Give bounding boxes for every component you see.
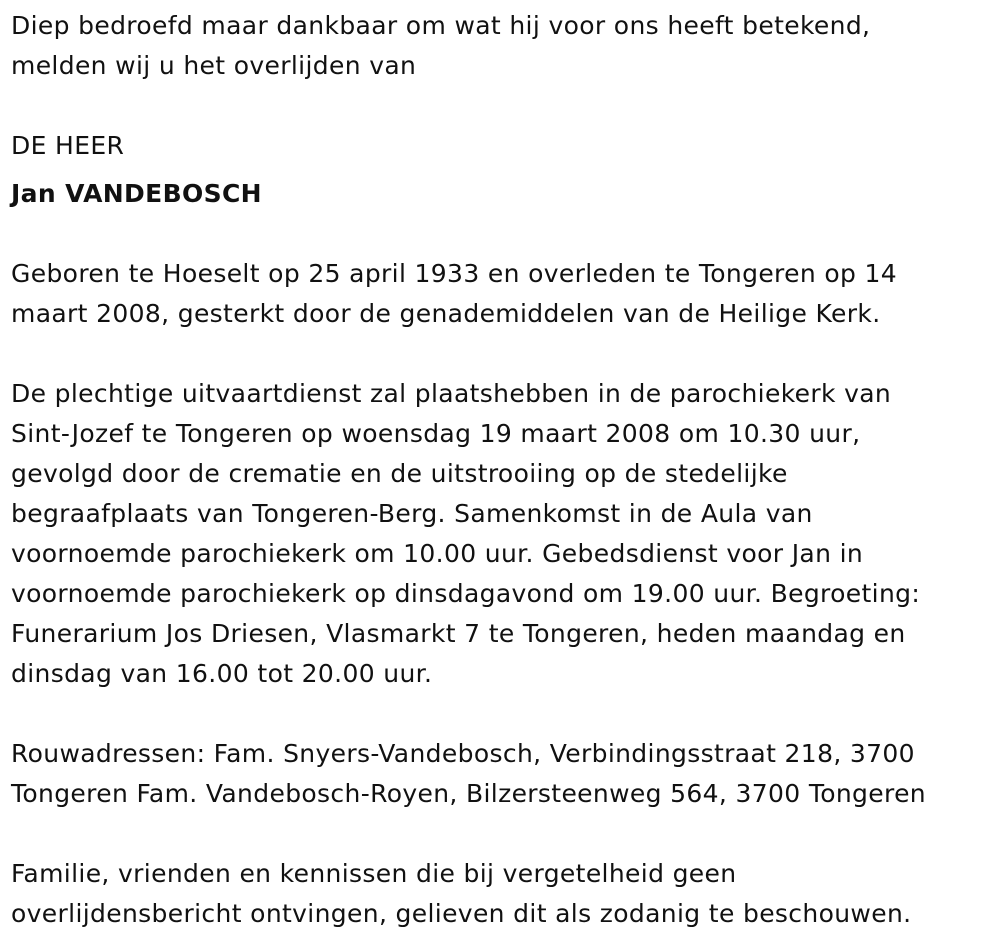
birth-death-line: maart 2008, gesterkt door de genademiddelen van de Heilige Kerk. <box>11 299 881 328</box>
deceased-name: Jan VANDEBOSCH <box>11 179 262 208</box>
address-line: Tongeren Fam. Vandebosch-Royen, Bilzersteenweg 564, 3700 Tongeren <box>11 779 926 808</box>
funeral-line: Funerarium Jos Driesen, Vlasmarkt 7 te Tongeren, heden maandag en <box>11 619 906 648</box>
funeral-line: Sint-Jozef te Tongeren op woensdag 19 maart 2008 om 10.30 uur, <box>11 419 861 448</box>
funeral-line: De plechtige uitvaartdienst zal plaatshebben in de parochiekerk van <box>11 379 892 408</box>
closing-line: Familie, vrienden en kennissen die bij vergetelheid geen <box>11 859 737 888</box>
address-line: Rouwadressen: Fam. Snyers-Vandebosch, Verbindingsstraat 218, 3700 <box>11 739 915 768</box>
birth-death-line: Geboren te Hoeselt op 25 april 1933 en overleden te Tongeren op 14 <box>11 259 898 288</box>
funeral-line: voornoemde parochiekerk om 10.00 uur. Gebedsdienst voor Jan in <box>11 539 864 568</box>
intro-line: melden wij u het overlijden van <box>11 51 417 80</box>
funeral-line: begraafplaats van Tongeren-Berg. Samenkomst in de Aula van <box>11 499 813 528</box>
funeral-line: voornoemde parochiekerk op dinsdagavond om 19.00 uur. Begroeting: <box>11 579 921 608</box>
closing-line: overlijdensbericht ontvingen, gelieven dit als zodanig te beschouwen. <box>11 899 912 928</box>
funeral-line: gevolgd door de crematie en de uitstrooiing op de stedelijke <box>11 459 788 488</box>
funeral-line: dinsdag van 16.00 tot 20.00 uur. <box>11 659 433 688</box>
deceased-title: DE HEER <box>11 131 125 160</box>
intro-line: Diep bedroefd maar dankbaar om wat hij voor ons heeft betekend, <box>11 11 871 40</box>
